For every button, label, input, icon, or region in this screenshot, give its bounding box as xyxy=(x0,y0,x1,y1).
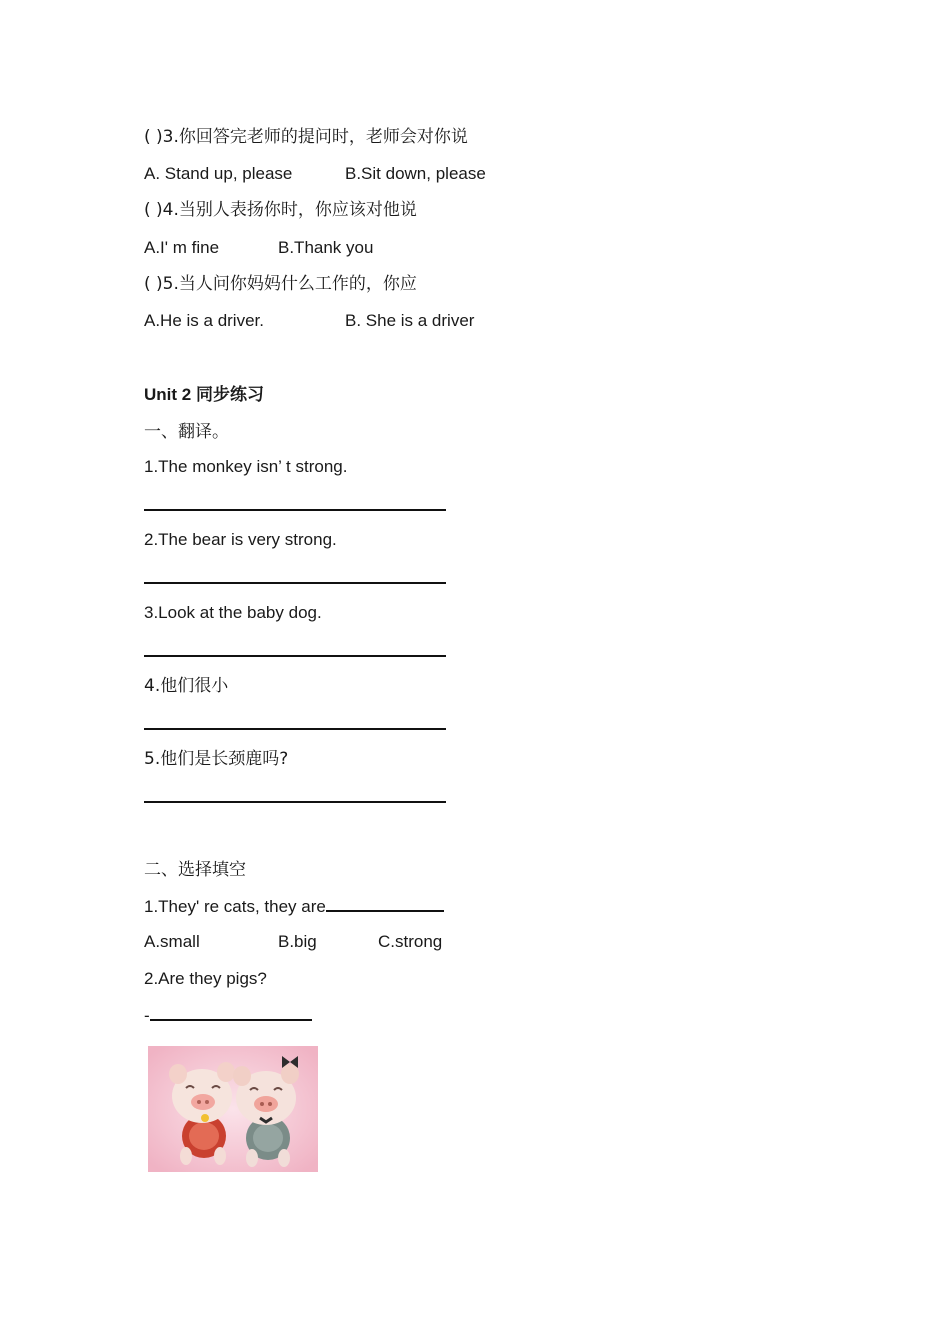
translate-item-1: 1.The monkey isn’ t strong. xyxy=(144,457,348,476)
choice-question-2-blank[interactable] xyxy=(150,1004,312,1021)
answer-prefix: - xyxy=(144,1006,150,1025)
question-4-option-a: A.I' m fine xyxy=(144,238,220,257)
choice-question-1-blank[interactable] xyxy=(326,895,444,912)
question-3-option-b: B.Sit down, please xyxy=(345,164,486,183)
section-1-heading: 一、翻译。 xyxy=(144,422,229,442)
question-5-option-a: A.He is a driver. xyxy=(144,311,264,330)
choice-1-option-c: C.strong xyxy=(378,932,443,951)
translate-item-4: 4.他们很小 xyxy=(144,676,229,696)
answer-line-2[interactable] xyxy=(144,582,446,584)
question-3-option-a: A. Stand up, please xyxy=(144,164,293,183)
choice-question-1 xyxy=(144,895,444,918)
translate-item-5: 5.他们是长颈鹿吗? xyxy=(144,749,289,769)
translate-item-2: 2.The bear is very strong. xyxy=(144,530,337,549)
choice-1-option-b: B.big xyxy=(278,932,317,951)
answer-line-5[interactable] xyxy=(144,801,446,803)
choice-question-2-stem: 2.Are they pigs? xyxy=(144,969,267,988)
question-5-option-b: B. She is a driver xyxy=(345,311,475,330)
answer-line-3[interactable] xyxy=(144,655,446,657)
question-4-option-b: B.Thank you xyxy=(278,238,374,257)
section-2-heading: 二、选择填空 xyxy=(144,860,246,880)
unit-2-title: Unit 2 同步练习 xyxy=(144,385,264,404)
question-3-stem: ( )3.你回答完老师的提问时，老师会对你说 xyxy=(144,127,468,147)
question-5-stem: ( )5.当人问你妈妈什么工作的，你应 xyxy=(144,274,417,294)
choice-1-option-a: A.small xyxy=(144,932,200,951)
answer-line-1[interactable] xyxy=(144,509,446,511)
question-4-stem: ( )4.当别人表扬你时，你应该对他说 xyxy=(144,200,417,220)
choice-question-1-stem: 1.They' re cats, they are xyxy=(144,897,326,916)
two-pigs-picture xyxy=(148,1046,318,1172)
translate-item-3: 3.Look at the baby dog. xyxy=(144,603,322,622)
answer-line-4[interactable] xyxy=(144,728,446,730)
choice-question-2-answer xyxy=(144,1004,312,1027)
